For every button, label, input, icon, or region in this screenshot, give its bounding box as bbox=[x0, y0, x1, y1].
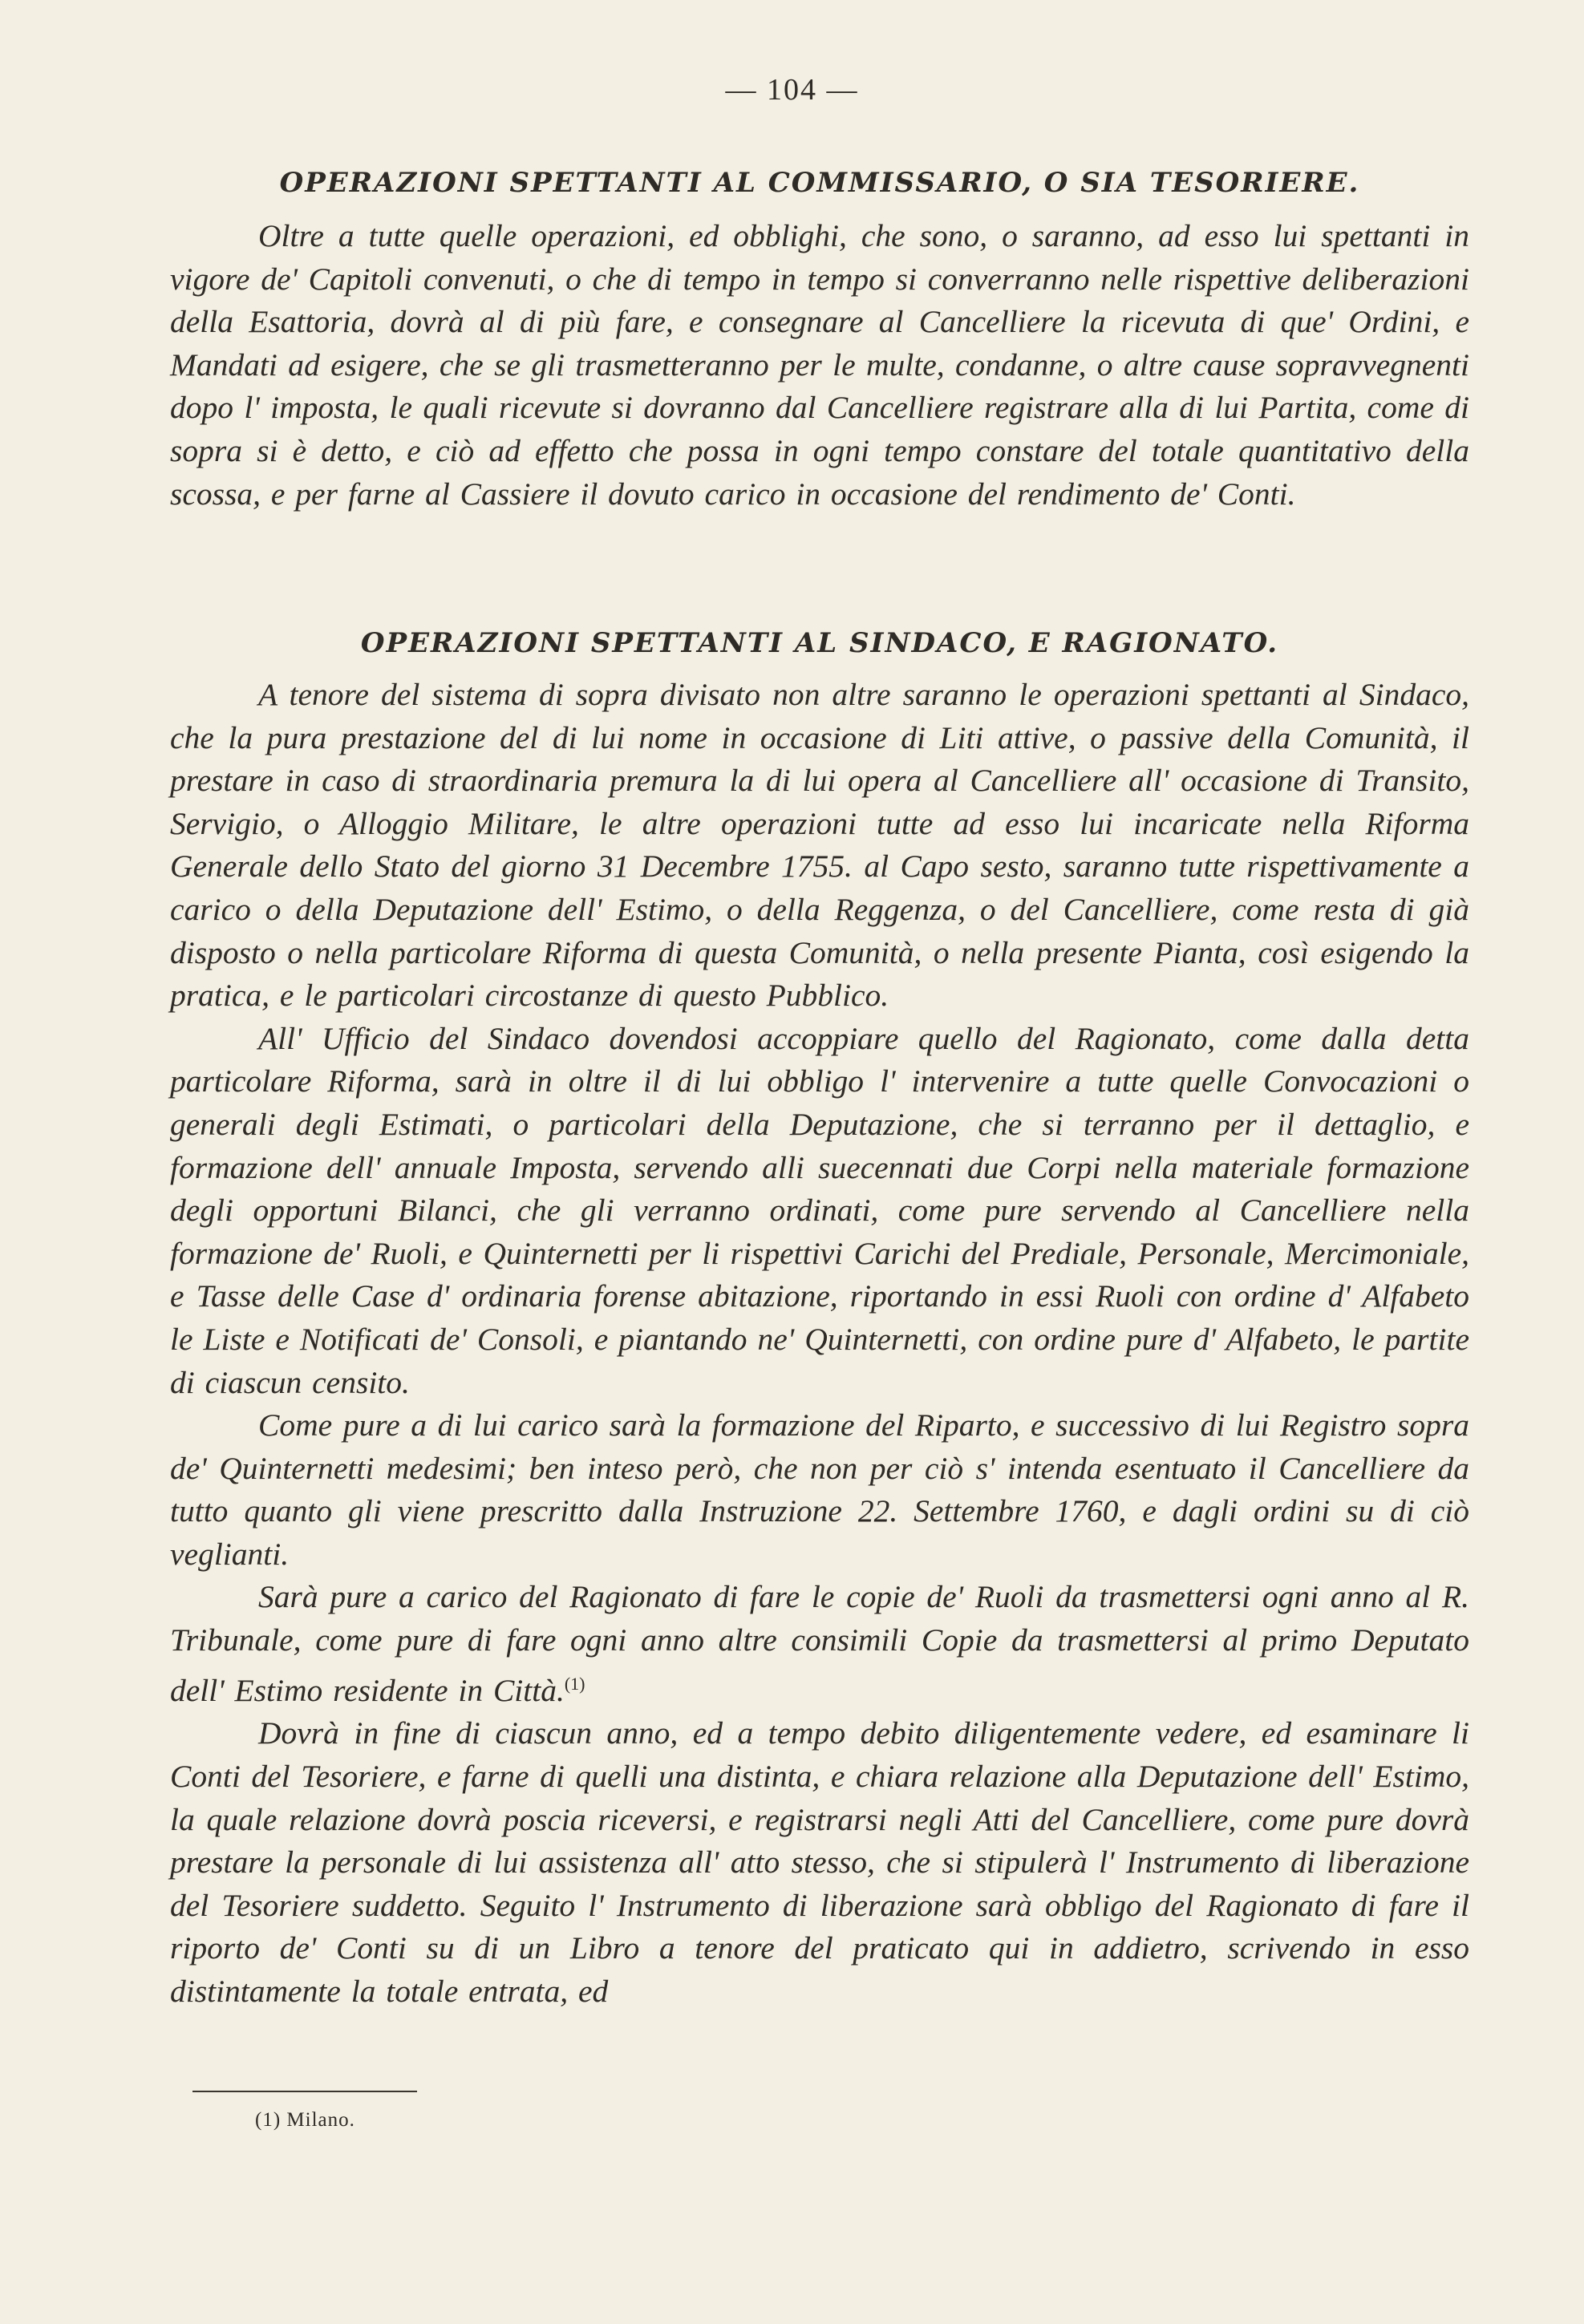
page-number: — 104 — bbox=[725, 73, 859, 107]
paragraph: Oltre a tutte quelle operazioni, ed obblighi, che sono, o saranno, ad esso lui spettanti in vigore de' Capitoli convenuti, o che di tempo in tempo si converranno nelle rispettive deliberazioni della Esattoria, dovrà al di più fare, e consegnare al Cancelliere la ricevuta di que' Ordini, e Mandati ad esigere, che se gli trasmetteranno per le multe, condanne, o altre cause sopravvegnenti dopo l' imposta, le quali ricevute si dovranno dal Cancelliere registrare alla di lui Partita, come di sopra si è detto, e ciò ad effetto che possa in ogni tempo constare del totale quantitativo della scossa, e per farne al Cassiere il dovuto carico in occasione del rendimento de' Conti. bbox=[170, 218, 1469, 512]
footnote-reference: (1) bbox=[564, 1673, 585, 1694]
paragraph: A tenore del sistema di sopra divisato non altre saranno le operazioni spettanti al Sindaco, che la pura prestazione del di lui nome in occasione di Liti attive, o passive della Comunità, il prestare in caso di straordinaria premura la di lui opera al Cancelliere all' occasione di Transito, Servigio, o Alloggio Militare, le altre operazioni tutte ad esso lui incaricate nella Riforma Generale dello Stato del giorno 31 Decembre 1755. al Capo sesto, saranno tutte rispettivamente a carico o della Deputazione dell' Estimo, o della Reggenza, o del Cancelliere, come resta di già disposto o nella particolare Riforma di questa Comunità, o nella presente Pianta, così esigendo la pratica, e le particolari circostanze di questo Pubblico. bbox=[170, 677, 1469, 1014]
paragraph-text: Sarà pure a carico del Ragionato di fare le copie de' Ruoli da trasmettersi ogni anno al R. Tribunale, come pure di fare ogni anno altre consimili Copie da trasmettersi al primo Deputato dell' Estimo residente in Città. bbox=[170, 1579, 1469, 1708]
footnote: (1) Milano. bbox=[255, 2109, 355, 2131]
section-heading-commissario: OPERAZIONI SPETTANTI AL COMMISSARIO, O SIA TESORIERE. bbox=[279, 167, 1360, 199]
section-body-sindaco bbox=[170, 674, 1469, 2014]
section-heading-sindaco: OPERAZIONI SPETTANTI AL SINDACO, E RAGIONATO. bbox=[360, 627, 1279, 659]
paragraph: Come pure a di lui carico sarà la formazione del Riparto, e successivo di lui Registro sopra de' Quinternetti medesimi; ben inteso però, che non per ciò s' intenda esentuato il Cancelliere da tutto quanto gli viene prescritto dalla Instruzione 22. Settembre 1760, e dagli ordini su di ciò veglianti. bbox=[170, 1407, 1469, 1572]
footnote-divider bbox=[192, 2091, 417, 2092]
section-body-commissario bbox=[170, 215, 1469, 516]
paragraph: All' Ufficio del Sindaco dovendosi accoppiare quello del Ragionato, come dalla detta particolare Riforma, sarà in oltre il di lui obbligo l' intervenire a tutte quelle Convocazioni o generali degli Estimati, o particolari della Deputazione, che si terranno per il dettaglio, e formazione dell' annuale Imposta, servendo alli suecennati due Corpi nella materiale formazione degli opportuni Bilanci, che gli verranno ordinati, come pure servendo al Cancelliere nella formazione de' Ruoli, e Quinternetti per li rispettivi Carichi del Prediale, Personale, Mercimoniale, e Tasse delle Case d' ordinaria forense abitazione, riportando in essi Ruoli con ordine d' Alfabeto le Liste e Notificati de' Consoli, e piantando ne' Quinternetti, con ordine pure d' Alfabeto, le partite di ciascun censito. bbox=[170, 1020, 1469, 1400]
paragraph: Dovrà in fine di ciascun anno, ed a tempo debito diligentemente vedere, ed esaminare li Conti del Tesoriere, e farne di quelli una distinta, e chiara relazione alla Deputazione dell' Estimo, la quale relazione dovrà poscia riceversi, e registrarsi negli Atti del Cancelliere, come pure dovrà prestare la personale di lui assistenza all' atto stesso, che si stipulerà l' Instrumento di liberazione del Tesoriere suddetto. Seguito l' Instrumento di liberazione sarà obbligo del Ragionato di fare il riporto de' Conti su di un Libro a tenore del praticato qui in addietro, scrivendo in esso distintamente la totale entrata, ed bbox=[170, 1715, 1469, 2009]
paragraph-with-footnote bbox=[170, 1576, 1469, 1712]
